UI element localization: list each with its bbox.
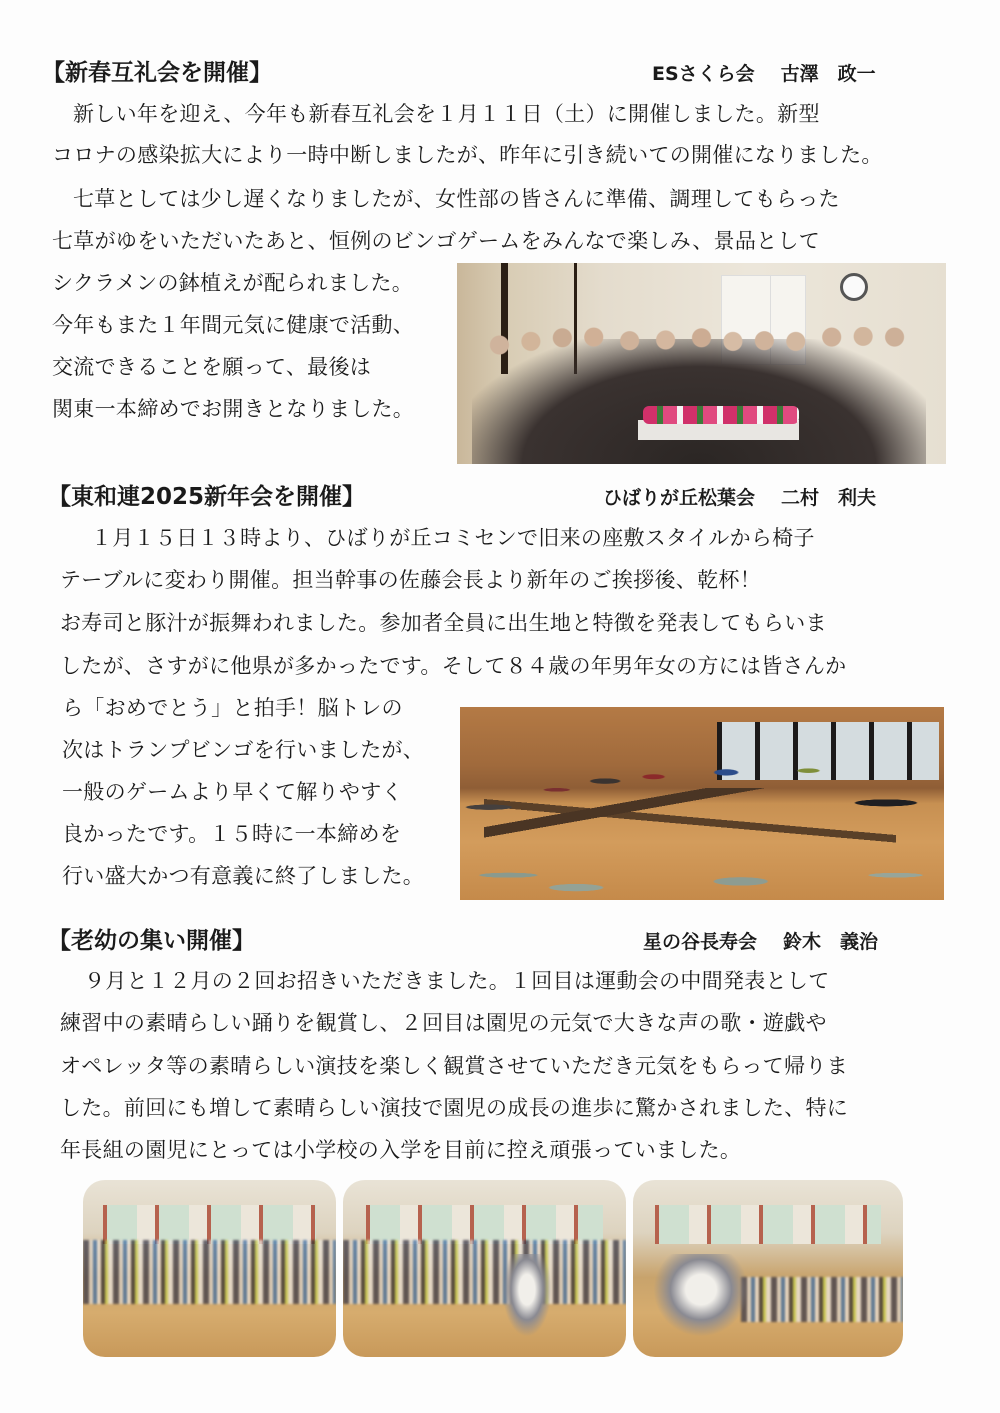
section-2-title: 【東和連2025新年会を開催】 xyxy=(48,484,366,510)
section-1-line-4: 七草がゆをいただいたあと、恒例のビンゴゲームをみんなで楽しみ、景品として xyxy=(52,229,821,253)
section-3-photo-2 xyxy=(343,1180,626,1357)
section-3-line-5: 年長組の園児にとっては小学校の入学を目前に控え頑張っていました。 xyxy=(60,1138,742,1162)
photo-windows xyxy=(103,1205,316,1244)
section-1-group-photo xyxy=(457,263,946,464)
section-1-line-5: シクラメンの鉢植えが配られました。 xyxy=(52,271,414,295)
photo-clock xyxy=(840,273,868,301)
photo-children xyxy=(83,1240,336,1304)
section-1-author: 古澤 政一 xyxy=(780,63,876,85)
section-3-line-3: オペレッタ等の素晴らしい演技を楽しく観賞させていただき元気をもらって帰りま xyxy=(60,1054,848,1078)
section-2-line-5: ら「おめでとう」と拍手！脳トレの xyxy=(62,696,403,720)
section-1-byline xyxy=(652,65,876,84)
section-1-club: ESさくら会 xyxy=(652,63,755,85)
photo-windows xyxy=(366,1205,604,1244)
section-3-title: 【老幼の集い開催】 xyxy=(48,928,255,954)
photo-attendees xyxy=(460,755,944,842)
section-1-title: 【新春互礼会を開催】 xyxy=(42,60,272,86)
photo-windows xyxy=(655,1205,882,1244)
section-1-line-6: 今年もまた１年間元気に健康で活動、 xyxy=(52,313,415,337)
section-1-line-7: 交流できることを願って、最後は xyxy=(52,355,372,379)
section-1-line-3: 七草としては少し遅くなりましたが、女性部の皆さんに準備、調理してもらった xyxy=(73,187,840,211)
section-1-line-2: コロナの感染拡大により一時中断しましたが、昨年に引き続いての開催になりました。 xyxy=(52,143,883,167)
photo-adult xyxy=(499,1254,556,1343)
photo-children xyxy=(741,1277,903,1321)
section-3-author: 鈴木 義治 xyxy=(783,931,879,953)
section-2-byline xyxy=(603,489,876,508)
section-2-party-photo xyxy=(460,707,944,900)
section-3-line-4: した。前回にも増して素晴らしい演技で園児の成長の進歩に驚かされました、特に xyxy=(60,1096,849,1120)
photo-chairs xyxy=(460,838,944,900)
section-1-line-1: 新しい年を迎え、今年も新春互礼会を１月１１日（土）に開催しました。新型 xyxy=(73,102,820,126)
section-2-line-2: テーブルに変わり開催。担当幹事の佐藤会長より新年のご挨拶後、乾杯！ xyxy=(60,568,762,592)
section-3-line-1: ９月と１２月の２回お招きいただきました。１回目は運動会の中間発表として xyxy=(84,969,830,993)
photo-children xyxy=(343,1240,626,1304)
photo-seated-members xyxy=(647,1254,755,1343)
section-2-line-8: 良かったです。１５時に一本締めを xyxy=(62,822,402,846)
section-3-photo-3 xyxy=(633,1180,903,1357)
section-2-club: ひばりが丘松葉会 xyxy=(603,487,756,509)
section-2-line-9: 行い盛大かつ有意義に終了しました。 xyxy=(62,864,425,888)
section-3-byline xyxy=(643,933,878,952)
section-2-line-7: 一般のゲームより早くて解りやすく xyxy=(62,780,403,804)
section-2-line-6: 次はトランプビンゴを行いましたが、 xyxy=(62,738,425,762)
photo-heads xyxy=(477,327,927,363)
section-3-line-2: 練習中の素晴らしい踊りを観賞し、２回目は園児の元気で大きな声の歌・遊戯や xyxy=(60,1011,827,1035)
section-1-line-8: 関東一本締めでお開きとなりました。 xyxy=(52,397,415,421)
section-2-line-1: １月１５日１３時より、ひばりが丘コミセンで旧来の座敷スタイルから椅子 xyxy=(91,526,815,550)
section-2-author: 二村 利夫 xyxy=(781,487,877,509)
section-3-club: 星の谷長寿会 xyxy=(643,931,758,953)
section-2-line-3: お寿司と豚汁が振舞われました。参加者全員に出生地と特徴を発表してもらいま xyxy=(60,611,827,635)
photo-cyclamen-pots xyxy=(643,406,799,424)
section-2-line-4: したが、さすがに他県が多かったです。そして８４歳の年男年女の方には皆さんか xyxy=(60,654,847,678)
section-3-photo-1 xyxy=(83,1180,336,1357)
